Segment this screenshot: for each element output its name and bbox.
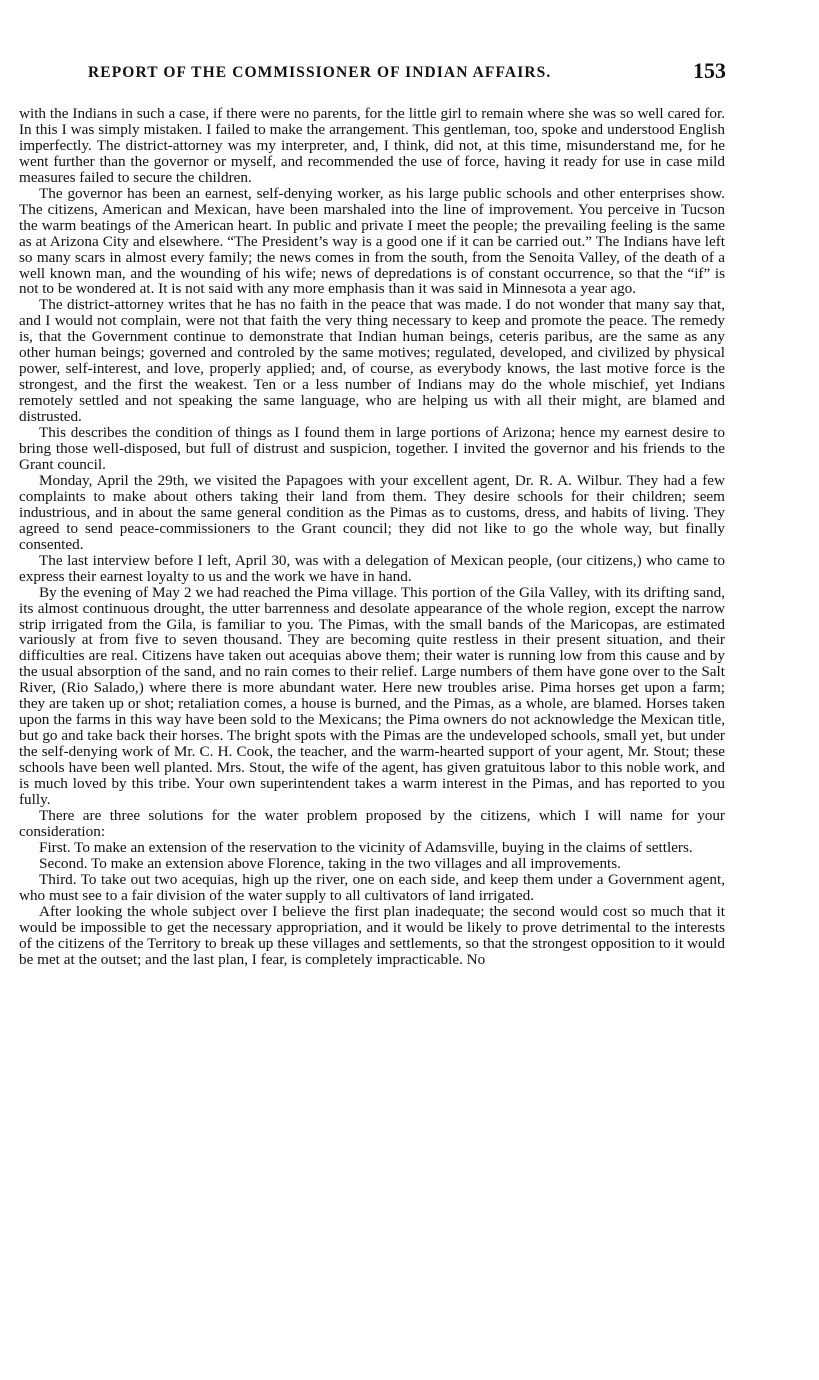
paragraph: Second. To make an extension above Florence, taking in the two villages and all improvements.: [39, 854, 621, 872]
paragraph: First. To make an extension of the reservation to the vicinity of Adamsville, buying in the claims of settlers.: [39, 838, 693, 856]
paragraph: The district-attorney writes that he has no faith in the peace that was made. I do not wonder that many say that, and I would not complain, were not that faith the very thing necessary to keep and promote the peace. The remedy is, that the Government continue to demonstrate that Indian human beings, ceteris paribus, are the same as any other human beings; governed and controled by the same motives; regulated, developed, and civilized by physical power, self-interest, and love, properly applied; and, of course, as everybody knows, the last motive force is the strongest, and the first the weakest. Ten or a less number of Indians may do the whole mischief, yet Indians remotely settled and not speaking the same language, who are helping us with all their might, are blamed and distrusted.: [19, 296, 725, 426]
paragraph: The governor has been an earnest, self-denying worker, as his large public schools and other enterprises show. The citizens, American and Mexican, have been marshaled into the line of improvement. You perceive in Tucson the warm beatings of the American heart. In public and private I meet the people; the prevailing feeling is the same as at Arizona City and elsewhere. “The President’s way is a good one if it can be carried out.” The Indians have left so many scars in almost every family; the news comes in from the south, from the Senoita Valley, of the death of a well known man, and the wounding of his wife; news of depredations is of constant occurrence, so that the “if” is not to be wondered at. It is not said with any more emphasis than it was said in Minnesota a year ago.: [19, 184, 725, 298]
paragraph: By the evening of May 2 we had reached the Pima village. This portion of the Gila Valley, with its drifting sand, its almost continuous drought, the utter barrenness and desolate appearance of the whole region, except the narrow strip irrigated from the Gila, is familiar to you. The Pimas, with the small bands of the Maricopas, are estimated variously at from five to seven thousand. They are becoming quite restless in their present situation, and their difficulties are real. Citizens have taken out acequias above them; their water is running low from this cause and by the usual absorption of the sand, and no rain comes to their relief. Large numbers of them have gone over to the Salt River, (Rio Salado,) where there is more abundant water. Here new troubles arise. Pima horses get upon a farm; they are taken up or shot; retaliation comes, a house is burned, and the Pimas, as a whole, are blamed. Horses taken upon the farms in this way have been sold to the Mexicans; the Pima owners do not acknowledge the Mexican title, but go and take back their horses. The bright spots with the Pimas are the undeveloped schools, small yet, but under the self-denying work of Mr. C. H. Cook, the teacher, and the warm-hearted support of your agent, Mr. Stout; these schools have been well planted. Mrs. Stout, the wife of the agent, has given gratuitous labor to this noble work, and is much loved by this tribe. Your own superintendent takes a warm interest in the Pimas, and has reported to you fully.: [19, 583, 725, 808]
running-head: REPORT OF THE COMMISSIONER OF INDIAN AFFAIRS.: [88, 64, 552, 81]
paragraph: There are three solutions for the water problem proposed by the citizens, which I will name for your consideration:: [19, 806, 725, 840]
paragraph: with the Indians in such a case, if there were no parents, for the little girl to remain where she was so well cared for. In this I was simply mistaken. I failed to make the arrangement. This gentleman, too, spoke and understood English imperfectly. The district-attorney was my interpreter, and, I think, did not, at this time, misunderstand me, for he went further than the governor or myself, and recommended the use of force, having it ready for use in case mild measures failed to secure the children.: [19, 105, 725, 186]
paragraph: After looking the whole subject over I believe the first plan inadequate; the second would cost so much that it would be impossible to get the necessary appropriation, and it would be likely to prove detrimental to the interests of the citizens of the Territory to break up these villages and settlements, so that the strongest opposition to it would be met at the outset; and the last plan, I fear, is completely impracticable. No: [19, 902, 725, 968]
paragraph: The last interview before I left, April 30, was with a delegation of Mexican people, (our citizens,) who came to express their earnest loyalty to us and the work we have in hand.: [19, 551, 725, 585]
body-text: [19, 106, 725, 967]
paragraph: Monday, April the 29th, we visited the Papagoes with your excellent agent, Dr. R. A. Wilbur. They had a few complaints to make about others taking their land from them. They desire schools for their children; seem industrious, and in about the same general condition as the Pimas as to customs, dress, and habits of living. They agreed to send peace-commissioners to the Grant council; they did not like to go the whole way, but finally consented.: [19, 471, 725, 553]
page-number: 153: [693, 58, 726, 83]
paragraph: This describes the condition of things as I found them in large portions of Arizona; hence my earnest desire to bring those well-disposed, but full of distrust and suspicion, together. I invited the governor and his friends to the Grant council.: [19, 424, 725, 473]
page-header: [88, 58, 728, 88]
paragraph: Third. To take out two acequias, high up the river, one on each side, and keep them under a Government agent, who must see to a fair division of the water supply to all cultivators of land irrigated.: [19, 870, 725, 904]
